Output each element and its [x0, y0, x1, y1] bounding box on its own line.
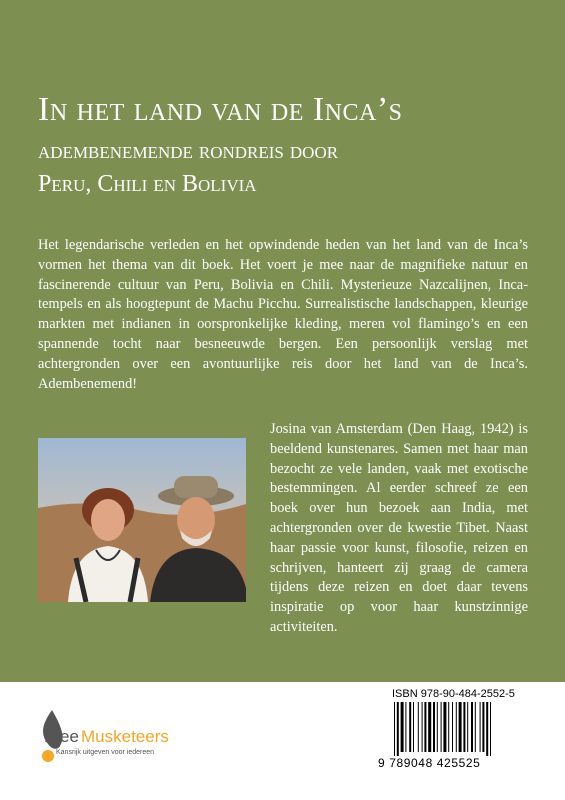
book-subtitle-line1: adembenemende rondreis door [38, 138, 339, 164]
book-title: In het land van de Inca’s [38, 91, 403, 128]
isbn-digits: 9 789048 425525 [378, 756, 481, 770]
publisher-name-musketeers: Musketeers [81, 727, 169, 746]
author-bio: Josina van Amsterdam (Den Haag, 1942) is beeldend kunstenares. Samen met haar man bezocht ze vele landen, vaak met exotische bestemmingen. Al eerder schreef ze een boek over hun bezoek aan India, met achtergronden over de kwestie Tibet. Naast haar passie voor kunst, filosofie, reizen en schrijven, hanteert zij graag de camera tijdens deze reizen en doet daar tevens inspiratie op voor haar kunstzinnige activiteiten. [270, 421, 528, 635]
barcode [392, 702, 524, 756]
publisher-name-free: Free [44, 727, 79, 746]
author-photo [38, 438, 246, 602]
isbn-label: ISBN 978-90-484-2552-5 [392, 688, 515, 700]
book-blurb: Het legendarische verleden en het opwindende heden van het land van de Inca’s vormen het thema van dit boek. Het voert je mee naar de magnifieke natuur en fascinerende cultuur van Peru, Bolivia en Chili. Mysterieuze Nazcalijnen, Inca-tempels en als hoogtepunt de Machu Picchu. Surrealistische landschappen, kleurige markten met indianen in oorspronkelijke kleding, meren vol flamingo’s en een spannende tocht naar besneeuwde bergen. Een persoonlijk verslag met achtergronden over een avontuurlijke reis door het land van de Inca’s. Adembenemend! [38, 237, 528, 392]
publisher-logo [38, 706, 188, 772]
title-block [38, 92, 403, 200]
publisher-tagline: Kansrijk uitgeven voor iedereen [56, 749, 155, 756]
book-subtitle-line2: Peru, Chili en Bolivia [38, 171, 257, 197]
